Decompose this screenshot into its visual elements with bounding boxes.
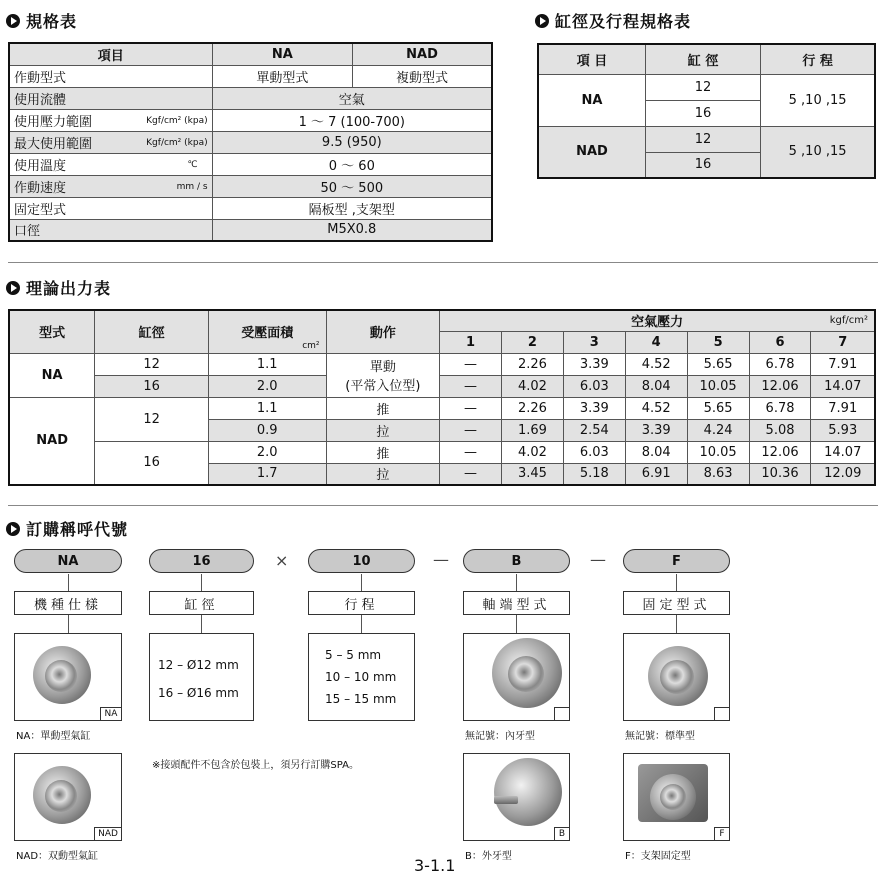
rod-external-box xyxy=(463,753,570,841)
cylinder-port-image xyxy=(660,660,694,694)
output-bore: 12 xyxy=(95,353,209,375)
tag-nad: NAD xyxy=(94,827,122,841)
output-value: 8.63 xyxy=(687,463,749,485)
output-model-na: NA xyxy=(9,353,95,397)
stroke-bore: 16 xyxy=(645,100,760,126)
page-number: 3-1.1 xyxy=(414,856,456,875)
spec-header-nad: NAD xyxy=(353,43,492,65)
output-value: 6.03 xyxy=(563,375,625,397)
spec-table xyxy=(8,42,493,242)
output-value: 3.39 xyxy=(563,353,625,375)
spec-value: 50 ～ 500 xyxy=(212,175,492,197)
stroke-bore: 16 xyxy=(645,152,760,178)
mount-standard-box xyxy=(623,633,730,721)
tag-b: B xyxy=(554,827,570,841)
stroke-option: 5 – 5 mm xyxy=(325,648,382,662)
code-bore-pill: 16 xyxy=(149,549,254,573)
output-value: 1.69 xyxy=(501,419,563,441)
spec-value: 9.5 (950) xyxy=(212,131,492,153)
stroke-bore: 12 xyxy=(645,74,760,100)
play-circle-icon xyxy=(6,14,20,28)
output-bore: 12 xyxy=(95,397,209,441)
output-value: 7.91 xyxy=(811,397,875,419)
output-value: 8.04 xyxy=(625,441,687,463)
dash-separator: — xyxy=(590,550,606,569)
stroke-section-title: 缸徑及行程規格表 xyxy=(535,9,691,32)
output-value: 12.06 xyxy=(749,375,811,397)
output-value: 4.52 xyxy=(625,397,687,419)
label-rod-end: 軸端型式 xyxy=(463,591,570,615)
spec-value: 0 ～ 60 xyxy=(212,153,492,175)
pressure-2: 2 xyxy=(501,331,563,353)
connector-line xyxy=(676,615,677,633)
threaded-rod-image xyxy=(494,796,518,804)
pressure-unit: kgf/cm² xyxy=(829,315,868,326)
output-value: 3.39 xyxy=(563,397,625,419)
caption-blank-f: 無記號：標準型 xyxy=(625,731,695,742)
accessory-note: ※接頭配件不包含於包裝上，須另行訂購SPA。 xyxy=(152,760,359,771)
output-header-type: 型式 xyxy=(9,310,95,353)
order-section-title: 訂購稱呼代號 xyxy=(6,517,128,540)
output-bore: 16 xyxy=(95,375,209,397)
spec-label: 作動型式 xyxy=(9,65,212,87)
output-header-action: 動作 xyxy=(326,310,440,353)
spec-header-item: 項目 xyxy=(9,43,212,65)
output-value: 2.26 xyxy=(501,397,563,419)
label-bore: 缸徑 xyxy=(149,591,254,615)
output-action-single: 單動 (平常入位型) xyxy=(326,353,440,397)
caption-b: B：外牙型 xyxy=(465,851,512,862)
stroke-table xyxy=(537,43,876,179)
caption-f: F：支架固定型 xyxy=(625,851,691,862)
output-area: 2.0 xyxy=(208,375,326,397)
stroke-bore: 12 xyxy=(645,126,760,152)
output-area: 1.7 xyxy=(208,463,326,485)
stroke-option: 10 – 10 mm xyxy=(325,670,397,684)
output-value: — xyxy=(440,397,502,419)
nad-cylinder-box xyxy=(14,753,122,841)
output-value: 3.39 xyxy=(625,419,687,441)
play-circle-icon xyxy=(535,14,549,28)
output-model-nad: NAD xyxy=(9,397,95,485)
output-table xyxy=(8,309,876,486)
output-value: 5.18 xyxy=(563,463,625,485)
output-value: — xyxy=(440,441,502,463)
output-value: 5.65 xyxy=(687,353,749,375)
connector-line xyxy=(201,574,202,591)
spec-section-title: 規格表 xyxy=(6,9,77,32)
output-value: 7.91 xyxy=(811,353,875,375)
output-value: 6.78 xyxy=(749,353,811,375)
pressure-3: 3 xyxy=(563,331,625,353)
output-value: 5.93 xyxy=(811,419,875,441)
output-area: 1.1 xyxy=(208,353,326,375)
spec-value: 空氣 xyxy=(212,87,492,109)
pressure-4: 4 xyxy=(625,331,687,353)
stroke-model: NAD xyxy=(538,126,645,178)
spec-value: 隔板型 ,支架型 xyxy=(212,197,492,219)
spec-value-nad: 複動型式 xyxy=(353,65,492,87)
output-action: 拉 xyxy=(326,419,440,441)
spec-label: 作動速度 mm / s xyxy=(9,175,212,197)
output-section-title: 理論出力表 xyxy=(6,276,111,299)
dash-separator: — xyxy=(433,550,449,569)
play-circle-icon xyxy=(6,281,20,295)
tag-blank xyxy=(714,707,730,721)
connector-line xyxy=(516,574,517,591)
cylinder-port-image xyxy=(508,656,544,692)
output-bore: 16 xyxy=(95,441,209,485)
output-value: 6.78 xyxy=(749,397,811,419)
spec-header-na: NA xyxy=(212,43,352,65)
spec-label: 使用溫度 ℃ xyxy=(9,153,212,175)
play-circle-icon xyxy=(6,522,20,536)
pressure-1: 1 xyxy=(440,331,502,353)
rod-internal-box xyxy=(463,633,570,721)
label-mount: 固定型式 xyxy=(623,591,730,615)
output-value: 12.06 xyxy=(749,441,811,463)
pressure-6: 6 xyxy=(749,331,811,353)
mount-bracket-box xyxy=(623,753,730,841)
spec-unit: ℃ xyxy=(187,159,198,170)
output-value: — xyxy=(440,353,502,375)
connector-line xyxy=(676,574,677,591)
spec-value-na: 單動型式 xyxy=(212,65,352,87)
output-area: 2.0 xyxy=(208,441,326,463)
output-value: 10.05 xyxy=(687,441,749,463)
output-value: — xyxy=(440,419,502,441)
pressure-5: 5 xyxy=(687,331,749,353)
stroke-header-bore: 缸 徑 xyxy=(645,44,760,74)
stroke-header-stroke: 行 程 xyxy=(761,44,875,74)
cylinder-port-image xyxy=(45,780,77,812)
caption-blank-b: 無記號：內牙型 xyxy=(465,731,535,742)
bore-options-box xyxy=(149,633,254,721)
tag-blank xyxy=(554,707,570,721)
spec-unit: mm / s xyxy=(176,181,208,192)
output-value: 8.04 xyxy=(625,375,687,397)
connector-line xyxy=(68,615,69,633)
output-value: — xyxy=(440,375,502,397)
output-value: 14.07 xyxy=(811,441,875,463)
output-action: 推 xyxy=(326,441,440,463)
output-value: 5.65 xyxy=(687,397,749,419)
output-area: 0.9 xyxy=(208,419,326,441)
code-rod-pill: B xyxy=(463,549,570,573)
output-value: 6.03 xyxy=(563,441,625,463)
connector-line xyxy=(361,574,362,591)
spec-value: 1 ～ 7 (100-700) xyxy=(212,109,492,131)
cylinder-port-image xyxy=(660,784,686,810)
spec-label: 口徑 xyxy=(9,219,212,241)
code-mount-pill: F xyxy=(623,549,730,573)
stroke-model: NA xyxy=(538,74,645,126)
stroke-values: 5 ,10 ,15 xyxy=(761,126,875,178)
code-stroke-pill: 10 xyxy=(308,549,415,573)
connector-line xyxy=(516,615,517,633)
na-cylinder-box xyxy=(14,633,122,721)
output-value: 4.02 xyxy=(501,441,563,463)
cylinder-port-image xyxy=(45,660,77,692)
output-value: 2.26 xyxy=(501,353,563,375)
stroke-options-box xyxy=(308,633,415,721)
connector-line xyxy=(201,615,202,633)
output-value: 4.24 xyxy=(687,419,749,441)
output-value: 4.52 xyxy=(625,353,687,375)
spec-label: 最大使用範圍 Kgf/cm² (kpa) xyxy=(9,131,212,153)
output-value: 10.36 xyxy=(749,463,811,485)
output-action: 推 xyxy=(326,397,440,419)
connector-line xyxy=(68,574,69,591)
spec-unit: Kgf/cm² (kpa) xyxy=(146,137,208,148)
output-header-bore: 缸徑 xyxy=(95,310,209,353)
times-separator: × xyxy=(275,551,289,570)
output-value: 6.91 xyxy=(625,463,687,485)
pressure-7: 7 xyxy=(811,331,875,353)
spec-label: 使用流體 xyxy=(9,87,212,109)
output-value: 2.54 xyxy=(563,419,625,441)
spec-value: M5X0.8 xyxy=(212,219,492,241)
stroke-option: 15 – 15 mm xyxy=(325,692,397,706)
stroke-header-item: 項 目 xyxy=(538,44,645,74)
tag-na: NA xyxy=(100,707,122,721)
cylinder-image xyxy=(494,758,562,826)
output-value: 3.45 xyxy=(501,463,563,485)
bore-option: 16 – Ø16 mm xyxy=(158,686,239,700)
divider xyxy=(8,505,878,506)
divider xyxy=(8,262,878,263)
bore-option: 12 – Ø12 mm xyxy=(158,658,239,672)
spec-unit: Kgf/cm² (kpa) xyxy=(146,115,208,126)
code-model-pill: NA xyxy=(14,549,122,573)
area-unit: cm² xyxy=(302,340,320,351)
output-value: — xyxy=(440,463,502,485)
output-header-pressure: 空氣壓力 kgf/cm² xyxy=(440,310,875,331)
output-action: 拉 xyxy=(326,463,440,485)
output-header-area: 受壓面積 cm² xyxy=(208,310,326,353)
output-value: 12.09 xyxy=(811,463,875,485)
caption-nad: NAD：双動型氣缸 xyxy=(16,851,99,862)
spec-label: 使用壓力範圍 Kgf/cm² (kpa) xyxy=(9,109,212,131)
output-value: 5.08 xyxy=(749,419,811,441)
output-area: 1.1 xyxy=(208,397,326,419)
tag-f: F xyxy=(714,827,730,841)
output-value: 14.07 xyxy=(811,375,875,397)
caption-na: NA：單動型氣缸 xyxy=(16,731,91,742)
label-stroke: 行程 xyxy=(308,591,415,615)
spec-label: 固定型式 xyxy=(9,197,212,219)
output-value: 4.02 xyxy=(501,375,563,397)
label-model: 機種仕樣 xyxy=(14,591,122,615)
stroke-values: 5 ,10 ,15 xyxy=(761,74,875,126)
connector-line xyxy=(361,615,362,633)
output-value: 10.05 xyxy=(687,375,749,397)
